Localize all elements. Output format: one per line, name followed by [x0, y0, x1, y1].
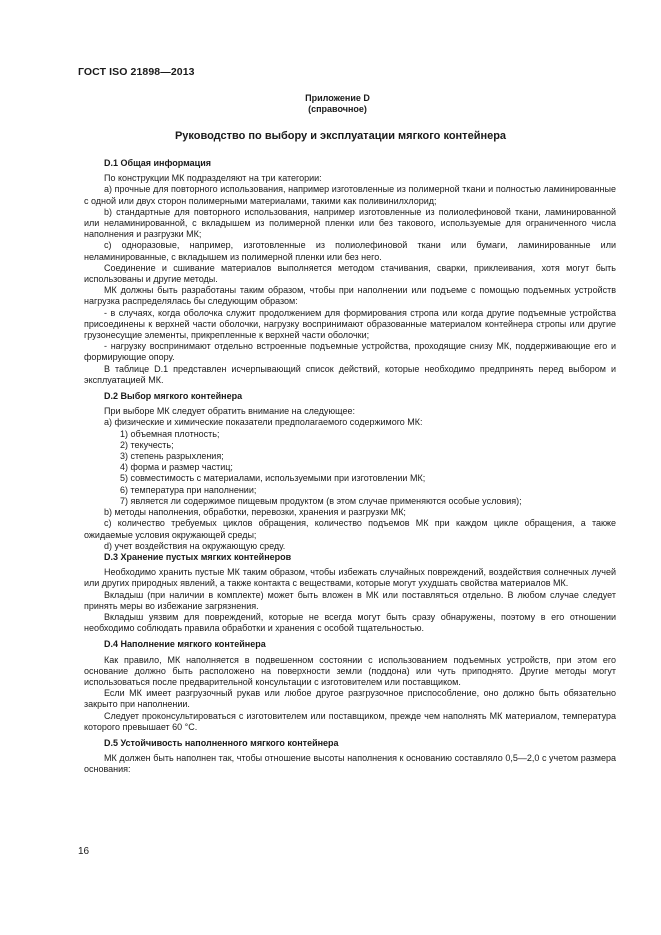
annex-block: [0, 93, 661, 115]
paragraph: МК должен быть наполнен так, чтобы отношение высоты наполнения к основанию составляло 0,5—2,0 с учетом размера основания:: [84, 753, 616, 775]
paragraph: Вкладыш (при наличии в комплекте) может быть вложен в МК или поставляться отдельно. В любом случае следует принять меры во избежание загрязнения.: [84, 589, 616, 611]
paragraph: - в случаях, когда оболочка служит продолжением для формирования стропа или когда другие подъемные устройства присоединены к верхней части оболочки, нагрузку воспринимают образованные материалом контейнера стропы или другие грузонесущие элементы, прикрепленные к верхней части оболочки;: [84, 307, 616, 341]
section-heading: D.1 Общая информация: [104, 158, 211, 168]
section-d3: [84, 552, 616, 634]
section-d1: [84, 158, 616, 386]
paragraph: Как правило, МК наполняется в подвешенном состоянии с использованием подъемных устройств, при этом его основание должно быть расположено на поверхности земли (поддона) или чуть приподнято. Другие методы могут использоваться после предварительной консультации с изготовителем или поставщиком.: [84, 654, 616, 687]
paragraph: При выборе МК следует обратить внимание на следующее:: [104, 406, 355, 417]
list-item: 6) температура при наполнении;: [120, 484, 257, 495]
list-item: 5) совместимость с материалами, используемыми при изготовлении МК;: [120, 473, 426, 484]
paragraph: d) учет воздействия на окружающую среду.: [104, 540, 286, 551]
paragraph: Необходимо хранить пустые МК таким образом, чтобы избежать случайных повреждений, воздействия солнечных лучей или других природных явлений, а также контакта с веществами, которые могут ухудшать свойства материалов МК.: [84, 567, 616, 589]
section-heading: D.4 Наполнение мягкого контейнера: [104, 639, 266, 650]
page-number: 16: [78, 846, 90, 857]
paragraph: МК должны быть разработаны таким образом, чтобы при наполнении или подъеме с помощью подъемных устройств нагрузка распределялась бы следующим образом:: [84, 285, 616, 307]
section-heading: D.3 Хранение пустых мягких контейнеров: [104, 551, 292, 562]
list-item: 7) является ли содержимое пищевым продуктом (в этом случае применяются особые условия);: [120, 495, 522, 506]
section-d2: [84, 391, 616, 552]
list-item: 1) объемная плотность;: [120, 428, 220, 439]
document-body: [84, 158, 616, 776]
paragraph: По конструкции МК подразделяют на три категории:: [104, 173, 322, 184]
paragraph: c) количество требуемых циклов обращения, количество подъемов МК при каждом цикле обращения, а также ожидаемые условия окружающей среды;: [84, 518, 616, 540]
list-item: 3) степень разрыхления;: [120, 451, 224, 462]
paragraph: а) прочные для повторного использования, например изготовленные из полимерной ткани и полностью ламинированные с одной или двух сторон полимерными материалами, такими как поливинилхлорид;: [84, 184, 616, 206]
paragraph: Соединение и сшивание материалов выполняется методом стачивания, сварки, приклеивания, хотя могут быть использованы и другие методы.: [84, 262, 616, 285]
section-d5: [84, 738, 616, 776]
standard-header: ГОСТ ISO 21898—2013: [78, 66, 195, 78]
paragraph: Следует проконсультироваться с изготовителем или поставщиком, прежде чем наполнять МК материалом, температура которого превышает 60 °С.: [84, 710, 616, 732]
paragraph: Вкладыш уязвим для повреждений, которые не всегда могут быть сразу обнаружены, поэтому в его отношении необходимо соблюдать правила обработки и хранения с особой тщательностью.: [84, 611, 616, 634]
section-heading: D.2 Выбор мягкого контейнера: [104, 391, 243, 402]
paragraph: а) физические и химические показатели предполагаемого содержимого МК:: [104, 417, 423, 428]
paragraph: - нагрузку воспринимают отдельно встроенные подъемные устройства, проходящие снизу МК, поддерживающие его и формирующие опору.: [84, 341, 616, 363]
section-heading: D.5 Устойчивость наполненного мягкого контейнера: [104, 737, 339, 748]
paragraph: Если МК имеет разгрузочный рукав или любое другое разгрузочное приспособление, оно должно быть обязательно закрыто при наполнении.: [84, 688, 616, 710]
paragraph: c) одноразовые, например, изготовленные из полиолефиновой ткани или бумаги, ламинированные или неламинированные, с вкладышем из полимерной пленки или без него.: [84, 240, 616, 262]
annex-type: (справочное): [308, 104, 367, 114]
paragraph: b) методы наполнения, обработки, перевозки, хранения и разгрузки МК;: [104, 507, 406, 518]
section-d4: [84, 639, 616, 733]
document-title: Руководство по выбору и эксплуатации мягкого контейнера: [174, 130, 507, 142]
paragraph: В таблице D.1 представлен исчерпывающий список действий, которые необходимо предпринять перед выбором и эксплуатацией МК.: [84, 363, 616, 385]
annex-label: Приложение D: [305, 93, 370, 103]
paragraph: b) стандартные для повторного использования, например изготовленные из полиолефиновой ткани, ламинированной или неламинированной, с вкладышем из полимерной пленки или без такового, используемые для ограниченного числа наполнения и разгрузки МК;: [84, 206, 616, 240]
list-item: 2) текучесть;: [120, 439, 174, 450]
list-item: 4) форма и размер частиц;: [120, 462, 233, 473]
